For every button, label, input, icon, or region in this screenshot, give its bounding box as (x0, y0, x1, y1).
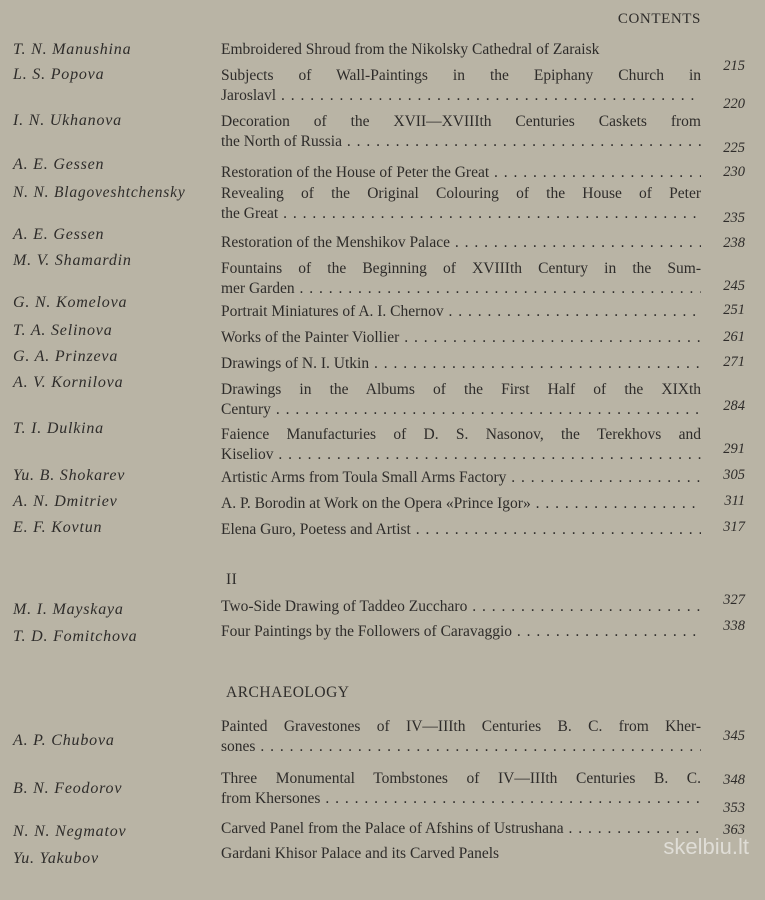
entry-author: L. S. Popova (13, 66, 105, 83)
entry-title (221, 520, 701, 540)
entry-page: 245 (723, 278, 745, 294)
entry-page: 271 (723, 354, 745, 370)
entry-title (221, 40, 701, 60)
entry-title (221, 259, 701, 299)
title-line: from Khersones . . . (221, 789, 701, 809)
entry-author: T. A. Selinova (13, 322, 113, 339)
entry-page: 353 (723, 800, 745, 816)
entry-title (221, 844, 701, 864)
page-header: CONTENTS (617, 11, 701, 27)
entry-page: 348 (723, 772, 745, 788)
title-line: Portrait Miniatures of A. I. Chernov . . . (221, 302, 701, 322)
entry-author: A. P. Chubova (13, 732, 115, 749)
entry-title (221, 163, 701, 183)
entry-author: E. F. Kovtun (13, 519, 103, 536)
entry-author: I. N. Ukhanova (13, 112, 122, 129)
entry-page: 235 (723, 210, 745, 226)
entry-author: B. N. Feodorov (13, 780, 123, 797)
title-line: A. P. Borodin at Work on the Opera «Prince Igor» . . . (221, 494, 701, 514)
title-line: mer Garden . . . (221, 279, 701, 299)
entry-author: A. V. Kornilova (13, 374, 124, 391)
entry-title (221, 494, 701, 514)
title-line: Four Paintings by the Followers of Caravaggio . . . (221, 622, 701, 642)
entry-page: 284 (723, 398, 745, 414)
entry-author: M. V. Shamardin (13, 252, 132, 269)
title-line: Drawings in the Albums of the First Half of the XIXth (221, 381, 701, 398)
entry-title (221, 622, 701, 642)
entry-author: M. I. Mayskaya (13, 601, 124, 618)
entry-page: 238 (723, 235, 745, 251)
entry-page: 345 (723, 728, 745, 744)
entry-title (221, 425, 701, 465)
entry-page: 327 (723, 592, 745, 608)
entry-author: T. D. Fomitchova (13, 628, 138, 645)
title-line: Painted Gravestones of IV—IIIth Centuries B. C. from Kher- (221, 718, 701, 735)
entry-author: A. N. Dmitriev (13, 493, 118, 510)
title-line: Works of the Painter Viollier . . . (221, 328, 701, 348)
entry-page: 225 (723, 140, 745, 156)
watermark-text: skelbiu.lt (663, 834, 749, 859)
entry-title (221, 66, 701, 106)
entry-title (221, 597, 701, 617)
entry-page: 317 (723, 519, 745, 535)
title-line: Decoration of the XVII—XVIIIth Centuries Caskets from (221, 113, 701, 130)
entry-title (221, 328, 701, 348)
entry-author: G. N. Komelova (13, 294, 128, 311)
entry-page: 291 (723, 441, 745, 457)
title-line: Artistic Arms from Toula Small Arms Factory . . . (221, 468, 701, 488)
title-line: Faience Manufacturies of D. S. Nasonov, the Terekhovs and (221, 426, 701, 443)
entry-page: 230 (723, 164, 745, 180)
entry-page: 220 (723, 96, 745, 112)
title-line: Embroidered Shroud from the Nikolsky Cathedral of Zaraisk (221, 41, 600, 58)
title-line: Subjects of Wall-Paintings in the Epiphany Church in (221, 67, 701, 84)
title-line: Gardani Khisor Palace and its Carved Panels (221, 845, 500, 862)
entry-title (221, 233, 701, 253)
title-line: sones . . . (221, 737, 701, 757)
entry-author: Yu. B. Shokarev (13, 467, 126, 484)
title-line: Kiseliov . . . (221, 445, 701, 465)
entry-page: 305 (723, 467, 745, 483)
title-line: Restoration of the Menshikov Palace . . . (221, 233, 701, 253)
title-line: Fountains of the Beginning of XVIIIth Century in the Sum- (221, 260, 701, 277)
title-line: Two-Side Drawing of Taddeo Zuccharo . . . (221, 597, 701, 617)
entry-title (221, 302, 701, 322)
entry-title (221, 380, 701, 420)
entry-title (221, 717, 701, 757)
entry-author: N. N. Blagoveshtchensky (13, 184, 186, 201)
section-heading-archaeology: ARCHAEOLOGY (226, 684, 350, 701)
entry-title (221, 184, 701, 224)
entry-title (221, 112, 701, 152)
entry-title (221, 468, 701, 488)
title-line: Restoration of the House of Peter the Great . . . (221, 163, 701, 183)
entry-page: 251 (723, 302, 745, 318)
entry-author: T. I. Dulkina (13, 420, 104, 437)
title-line: Drawings of N. I. Utkin . . . (221, 354, 701, 374)
title-line: Three Monumental Tombstones of IV—IIIth Centuries B. C. (221, 770, 701, 787)
entry-page: 311 (724, 493, 745, 509)
entry-author: T. N. Manushina (13, 41, 132, 58)
section-heading-ii: II (226, 571, 238, 588)
entry-author: A. E. Gessen (13, 226, 105, 243)
entry-title (221, 769, 701, 809)
title-line: Century . . . (221, 400, 701, 420)
entry-page: 363 (723, 822, 745, 838)
title-line: Jaroslavl . . . (221, 86, 701, 106)
title-line: the North of Russia . . . (221, 132, 701, 152)
title-line: Carved Panel from the Palace of Afshins of Ustrushana . . . (221, 819, 701, 839)
entry-author: Yu. Yakubov (13, 850, 99, 867)
title-line: Elena Guro, Poetess and Artist . . . (221, 520, 701, 540)
title-line: the Great . . . (221, 204, 701, 224)
entry-author: G. A. Prinzeva (13, 348, 119, 365)
entry-author: A. E. Gessen (13, 156, 105, 173)
title-line: Revealing of the Original Colouring of the House of Peter (221, 185, 701, 202)
entry-page: 261 (723, 329, 745, 345)
entry-page: 215 (723, 58, 745, 74)
entry-page: 338 (723, 618, 745, 634)
entry-title (221, 354, 701, 374)
entry-author: N. N. Negmatov (13, 823, 127, 840)
entry-title (221, 819, 701, 839)
